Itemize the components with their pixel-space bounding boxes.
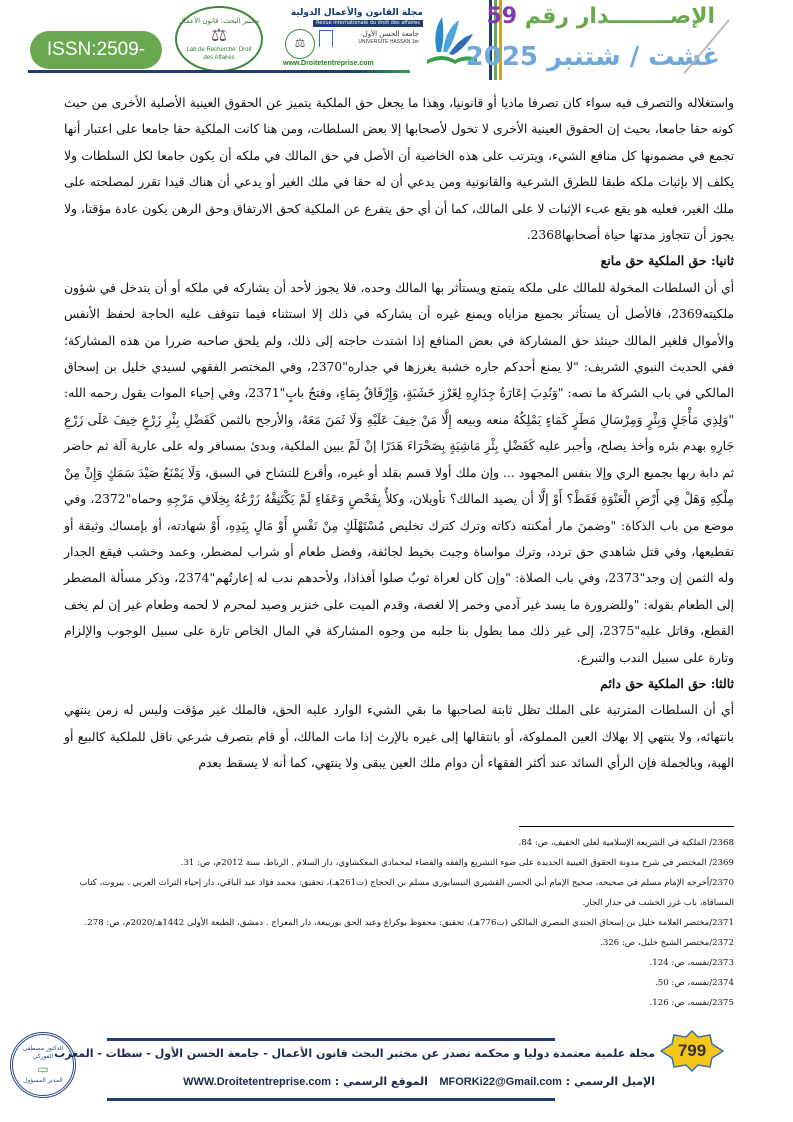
seal-top-text: الدكتور مصطفى الفوركي (22, 1045, 64, 1060)
journal-subtitle: Revue internationale du droit des affaires (313, 20, 423, 27)
section-heading-3: ثالثا: حق الملكية حق دائم (600, 675, 734, 691)
research-lab-seal-logo (175, 6, 263, 72)
issn-badge: ISSN:2509-0291 (30, 31, 162, 69)
header-rule-accent (350, 70, 410, 73)
scales-of-justice-icon: ⚖ (210, 24, 228, 46)
email-link[interactable]: MFORKi22@Gmail.com (439, 1076, 562, 1088)
university-name-ar: جامعة الحسن الأول (362, 30, 419, 38)
journal-logo (283, 8, 483, 70)
footer-rule-top (107, 1038, 555, 1041)
footer-journal-description: مجلة علمية معتمدة دوليا و محكمة تصدر عن مختبر البحث قانون الأعمال - جامعة الحسن الأول - سطات - المغرب (54, 1047, 655, 1060)
paragraph-1: واستغلاله والتصرف فيه سواء كان تصرفا ماديا أو قانونيا، وهذا ما يجعل حق الملكية يتميز عن الحقوق العينية الأصلية الأخرى من حيث كونه حقا جامعا، بحيث إن الحقوق العينية الأخرى لا تخول لأصحابها إلا بعض السلطات، ومن هنا كانت الملكية حقا جامعا على اعتبار أنها تجمع في مضمونها كل منافع الشيء، ويترتب على هذه الخاصية أن الأصل في حق المالك في ملكه أن يكون جامعا لكل السلطات ولا يكلف إلا بإثبات ملكه طبقا للطرق الشرعية والقانونية ومن يدعي أن له حقا في ملك الغير أو يدعي أن هناك قيدا تقرر لمصلحته على ملك الغير، فعليه هو يقع عبء الإثبات لا على المالك، كما أن أي حق يتفرع عن الملكية كحق الارتفاق وحق الرهن يكون عادة مؤقتا، ولا يجوز أن تتجاوز مدتها حياة أصحابها2368. (64, 96, 734, 243)
section-heading-2: ثانيا: حق الملكية حق مانع (600, 253, 734, 269)
issue-date: غشت / شتنبر 2025 (465, 42, 720, 72)
lab-seal-arabic: مختبر البحث: قانون الأعمال (178, 16, 260, 25)
footnote-separator (519, 826, 734, 827)
page-number-badge (660, 1030, 724, 1072)
journal-website: www.Droitetentreprise.com (283, 60, 374, 67)
footnote-2371: 2371/مختصر العلامة خليل بن إسحاق الجندي المصري المالكي (ت776هـ)، تحقيق: محفوظ بوكراع وعبد الحق بوربيعة، دار المعراج . دمشق، الطبعة الأولى 1442هـ/2020م، ص: 278. (84, 918, 734, 928)
footer-rule-bottom (107, 1098, 555, 1101)
footnote-2369: 2369/ المختصر في شرح مدونة الحقوق العينية الجديدة على ضوء التشريع والفقه والقضاء لمحمادي المعكشاوي، دار السلام . الرباط، سنة 2012م، ص: 31. (180, 858, 734, 868)
issue-number-line (486, 4, 715, 29)
footnote-2374: 2374/نفسه، ص: 50. (655, 978, 734, 988)
issue-label: الإصــــــــدار رقم (524, 4, 715, 29)
footnote-area (64, 826, 734, 1013)
paragraph-2: أي أن السلطات المخولة للمالك على ملكه يتمتع ويستأثر بها المالك وحده، فلا يجوز لأحد أن يشاركه في ملكه أو أن يتدخل في شؤون ملكيته2369، فالأصل أن يستأثر بجميع مزاياه ويمنع غيره أن يشاركه في ذلك إلا استثناء فيما تتوقف عليه الحاجة لحفظ الأنفس والأموال فلغير المالك حينئذ حق المشاركة في بعض المنافع إذا اشتدت حاجته إلى ذلك، ولم يلحق صاحبه ضررا من هذه المشاركة؛ ففي الحديث النبوي الشريف: "لا يمنع أحدكم جاره خشبة يغرزها في جداره"2370، وفي المختصر الفقهي لسيدي خليل بن إسحاق المالكي في باب الشركة ما نصه: "وَنُدِبَ إعَارَةُ جِدَارِهِ لِغَرْزِ خَشَبَةٍ، وَإِرْفَاقٌ بِمَاءٍ، وفتحُ بابٍ"2371، وفي إحياء الموات يقول رحمه الله: "وَلِذِي مَأْجَلٍ وَبِئْرٍ وَمِرْسَالِ مَطَرٍ كَمَاءٍ يَمْلِكُهُ منعه وبيعه إِلَّا مَنْ خِيفَ عَلَيْهِ وَلَا ثَمَنَ مَعَهُ، والأرجح بالثمن كَفَضْلِ بِئْرِ زَرْعٍ خِيفَ عَلَى زَرْعِ جَارِهِ بهدم بئره وأخذ يصلح، وأجبر عليه كَفَضْلِ بِئْرِ مَاشِيَةٍ بِصَحْرَاءَ هَدَرًا إنْ لَمْ يبين الملكية، وبدئ بمسافر وله على عارية آلة ثم حاضر ثم دابة ربها بجميع الري وإلا بنفس المجهود ... وإن ملك أولا قسم بقلد أو غيره، وأقرع للتشاح في السبق، وَلَا يَمْنَعُ صَيْدَ سَمَكٍ وَإِنْ مِنْ مِلْكِهِ وَهَلْ فِي أَرْضِ الْعَنْوَةِ فَقَطْ؟ أَوْ إلَّا أن يصيد المالك؟ تأويلان، وكلأٌ بِفَحْصٍ وَعَفَاءٍ لَمْ يَكْتَنِفْهُ زَرْعُهُ بِخِلَافِ مَرْجِهِ وحماه"2372، وفي موضع من باب الذكاة: "وضمنَ مار أمكنته ذكاته وترك كترك تخليص مُسْتَهْلَكٍ مِنْ نَفْسٍ أَوْ مَالٍ بِيَدِهِ، أَوْ شهادته، أو بإمساك وثيقة أو تقطيعها، وفي قتل شاهدي حق تردد، وترك مواساة وجبت بخيط لجائفة، وفضل طعام أو شراب لمضطر، وعمد وخشب فيقع الجدار وله الثمن إن وجد"2373، وفي باب الصلاة: "وإن كان لعراة ثوبٌ صلوا أفذاذا، ولأحدهم ندب له إعارتُهم"2374، وذكر مسألة المضطر إلى الطعام بقوله: "وللضرورة ما يسد غير آدمي وخمر إلا لغصة، وقدم الميت على خنزير وصيد لمحرم لا لحمه وطعام غير إن لم يخف القطع، وقاتل عليه"2375، إلى غير ذلك مما يطول بنا جلبه من وجوه المشاركة في المال الخاص تارة على سبيل الوجوب والإلزام وتارة على سبيل الندب والتبرع. (64, 280, 735, 665)
director-seal-logo (10, 1032, 76, 1098)
journal-title: مجلة القانون والأعمال الدولية (290, 8, 423, 18)
footnote-2372: 2372/مختصر الشيخ خليل، ص: 326. (600, 938, 734, 948)
mini-seal-icon: ⚖ (285, 29, 315, 59)
site-label: الموقع الرسمي : (334, 1075, 428, 1088)
page-number: 799 (677, 1041, 707, 1060)
university-mark-icon (319, 30, 333, 47)
website-link[interactable]: WWW.Droitetentreprise.com (183, 1076, 331, 1088)
footnote-2375: 2375/نفسه، ص: 126. (649, 998, 734, 1008)
email-label: الإميل الرسمي : (565, 1075, 655, 1088)
paragraph-3: أي أن السلطات المترتبة على الملك تظل ثابتة لصاحبها ما بقي الشيء الوارد عليه الحق، فالملك غير مؤقت وليس له زمن ينتهي بانتهائه، ولا ينتهي إلا بهلاك العين المملوكة، أو بانتقالها إلى غيره بالإرث إذا مات المالك، أو قام بتصرف شرعي ناقل للملكية كالبيع أو الهبة، وبالجملة فإن الرأي السائد عند أكثر الفقهاء أن دوام ملك العين يبقى ولا ينتهي، كما أنه لا يسقط بعدم (64, 703, 734, 771)
footnote-2368: 2368/ الملكية في الشريعة الإسلامية لعلي الخفيف، ص: 84. (518, 838, 734, 848)
article-body (64, 90, 734, 777)
lab-seal-french: Lab de Recherche: Droit des Affaires (186, 46, 252, 61)
issue-number: 59 (486, 4, 518, 29)
footnote-2373: 2373/نفسه، ص: 124. (649, 958, 734, 968)
seal-book-icon: ▭ (37, 1062, 49, 1076)
university-name-fr: UNIVERSITE HASSAN 1er (358, 39, 419, 45)
university-name (335, 30, 419, 46)
footnote-2370: 2370/أخرجه الإمام مسلم في صحيحه، صحيح الإمام أبي الحسن القشيري النيسابوري مسلم بن الحجاج (ت261هـ)، تحقيق: محمد فؤاد عبد الباقي، دار إحياء التراث العربي . بيروت، كتاب المساقاة، باب غرز الخشب في جدار الجار. (79, 878, 734, 908)
footnotes (64, 833, 734, 1013)
footer-contact-line (100, 1075, 655, 1089)
page-footer (0, 1030, 793, 1106)
seal-bottom-text: المدير المسؤول (23, 1077, 63, 1084)
